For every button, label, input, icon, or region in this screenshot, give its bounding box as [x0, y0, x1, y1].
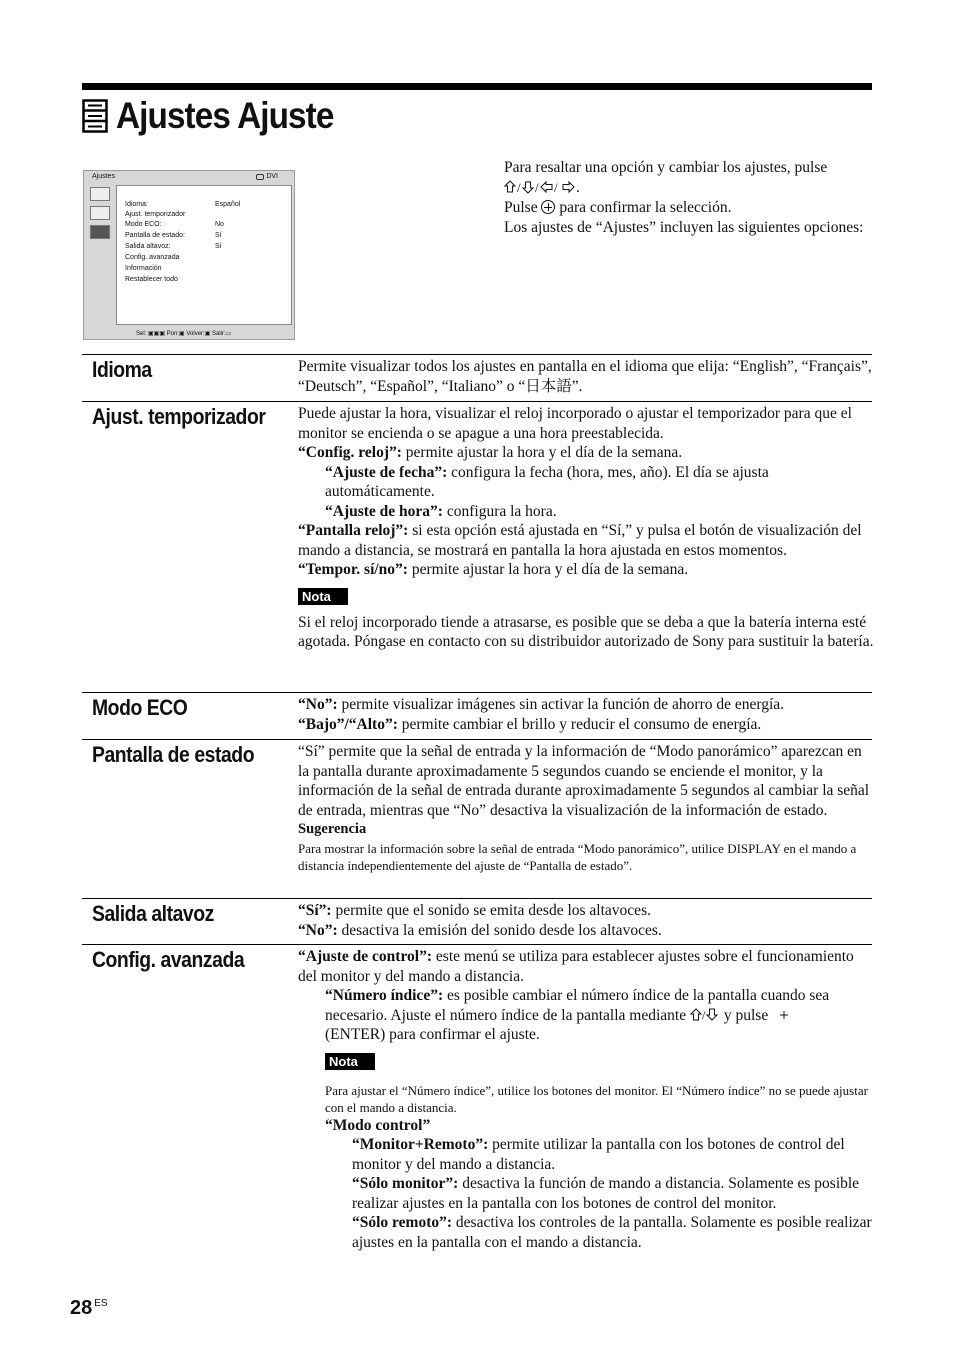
- settings-menu-icon: [82, 99, 108, 133]
- page-number: 28 $^{ES}$: [70, 1297, 108, 1319]
- section-temporizador: Ajust. temporizador Puede ajustar la hora, visualizar el reloj incorporado o ajustar el temporizador para que el monitor se encienda o se apague a una hora preestablecida. “Config. reloj”: permite ajustar la hora y el día de la semana. “Ajuste de fecha”: configura la fecha (hora, mes, año). El día se ajusta automáticamente. “Ajuste de hora”: configura la hora. “Pantalla reloj”: si esta opción está ajustada en “Sí,” y pulsa el botón de visualización del mando a distancia, se mostrará en pantalla la hora ajustada en estos momentos. “Tempor. sí/no”: permite ajustar la hora y el día de la semana. Nota Si el reloj incorporado tiende a atrasarse, es posible que se deba a que la batería interna esté agotada. Póngase en contacto con su distribuidor autorizado de Sony para sustituir la batería.: [82, 401, 872, 692]
- osd-row: Idioma:: [125, 201, 148, 208]
- osd-input-label: DVI: [266, 173, 278, 180]
- osd-footer: Sel: ▣▣▣ Pon:▣ Volver:▣ Salir:▭: [136, 331, 232, 337]
- osd-value: No: [215, 221, 224, 228]
- section-heading: Config. avanzada: [92, 947, 245, 972]
- section-heading: Idioma: [92, 357, 152, 382]
- svg-text:/: /: [517, 180, 521, 194]
- page-header: [82, 96, 358, 136]
- note-label: Nota: [325, 1053, 375, 1070]
- osd-row: Restablecer todo: [125, 276, 178, 283]
- section-idioma: Idioma Permite visualizar todos los ajustes en pantalla en el idioma que elija: “English”, “Français”, “Deutsch”, “Español”, “Italiano” o “日本語”.: [82, 354, 872, 401]
- osd-row: Salida altavoz:: [125, 243, 171, 250]
- tip-text: Para mostrar la información sobre la señal de entrada “Modo panorámico”, utilice DISPLAY en el mando a distancia independientemente del ajuste de “Pantalla de estado”.: [298, 840, 857, 873]
- enter-icon: [772, 1008, 796, 1021]
- osd-row: Ajust. temporizador: [125, 211, 186, 218]
- page-title: Ajustes Ajuste: [116, 95, 334, 136]
- osd-row: Config. avanzada: [125, 254, 180, 261]
- osd-sidebar: [88, 185, 114, 244]
- section-heading: Modo ECO: [92, 695, 188, 720]
- section-pantalla-estado: Pantalla de estado “Sí” permite que la señal de entrada y la información de “Modo panorámico” aparezcan en la pantalla durante aproximadamente 5 segundos cuando se enciende el monitor, y la información de la señal de entrada durante aproximadamente 5 segundos al cambiar la señal de entrada, mientras que “No” desactiva la visualización de la información de estado. Sugerencia Para mostrar la información sobre la señal de entrada “Modo panorámico”, utilice DISPLAY en el mando a distancia independientemente del ajuste de “Pantalla de estado”.: [82, 739, 872, 898]
- svg-text:/: /: [701, 1007, 706, 1021]
- svg-text:/: /: [554, 180, 558, 194]
- section-salida-altavoz: Salida altavoz “Sí”: permite que el sonido se emita desde los altavoces. “No”: desactiva la emisión del sonido desde los altavoces.: [82, 898, 872, 945]
- note-text: Para ajustar el “Número índice”, utilice los botones del monitor. El “Número índice” no se puede ajustar con el mando a distancia.: [325, 1082, 868, 1115]
- section-heading: Salida altavoz: [92, 901, 214, 926]
- osd-panel: [116, 185, 292, 325]
- osd-header: [84, 171, 294, 183]
- tip-heading: Sugerencia: [298, 821, 367, 837]
- section-config-avanzada: Config. avanzada “Ajuste de control”: este menú se utiliza para establecer ajustes sobre el funcionamiento del monitor y del mando a distancia. “Número índice”: es posible cambiar el número índice de la pantalla cuando sea necesario. Ajuste el número índice de la pantalla mediante / y pulse (ENTER) para confirmar el ajuste. Nota Para ajustar el “Número índice”, utilice los botones del monitor. El “Número índice” no se puede ajustar con el mando a distancia. “Modo control” “Monitor+Remoto”: permite utilizar la pantalla con los botones de control del monitor y del mando a distancia. “Sólo monitor”: desactiva la función de mando a distancia. Solamente es posible realizar ajustes en la pantalla con los botones de control del monitor. “Sólo remoto”: desactiva los controles de la pantalla. Solamente es posible realizar ajustes en la pantalla con el mando a distancia.: [82, 944, 872, 1255]
- screen-menu-icon: [90, 206, 110, 220]
- arrow-keys-icon: [504, 180, 576, 194]
- osd-row: Información: [125, 265, 162, 272]
- settings-menu-icon-selected: [90, 225, 110, 239]
- osd-value: Sí: [215, 232, 222, 239]
- section-modo-eco: Modo ECO “No”: permite visualizar imágenes sin activar la función de ahorro de energía. “Bajo”/“Alto”: permite cambiar el brillo y reducir el consumo de energía.: [82, 692, 872, 739]
- picture-menu-icon: [90, 187, 110, 201]
- svg-text:/: /: [535, 180, 539, 194]
- osd-value: Español: [215, 201, 241, 208]
- osd-menu-screenshot: [83, 170, 295, 340]
- osd-header-title: Ajustes: [92, 173, 115, 180]
- enter-button-icon: [541, 200, 555, 214]
- osd-value: Sí: [215, 243, 222, 250]
- section-heading: Pantalla de estado: [92, 742, 255, 767]
- intro-text: Para resaltar una opción y cambiar los ajustes, pulse / / / . Pulse para confirmar la selección. Los ajustes de “Ajustes” incluyen las siguientes opciones:: [504, 159, 864, 236]
- input-icon: [256, 174, 264, 180]
- note-label: Nota: [298, 588, 348, 605]
- osd-row: Pantalla de estado:: [125, 232, 185, 239]
- note-text: Si el reloj incorporado tiende a atrasarse, es posible que se deba a que la batería interna esté agotada. Póngase en contacto con su distribuidor autorizado de Sony para sustituir la batería.: [298, 613, 874, 650]
- osd-row: Modo ECO:: [125, 221, 162, 228]
- up-down-arrow-icon: [690, 1008, 720, 1021]
- section-heading: Ajust. temporizador: [92, 404, 266, 429]
- top-rule: [82, 83, 872, 90]
